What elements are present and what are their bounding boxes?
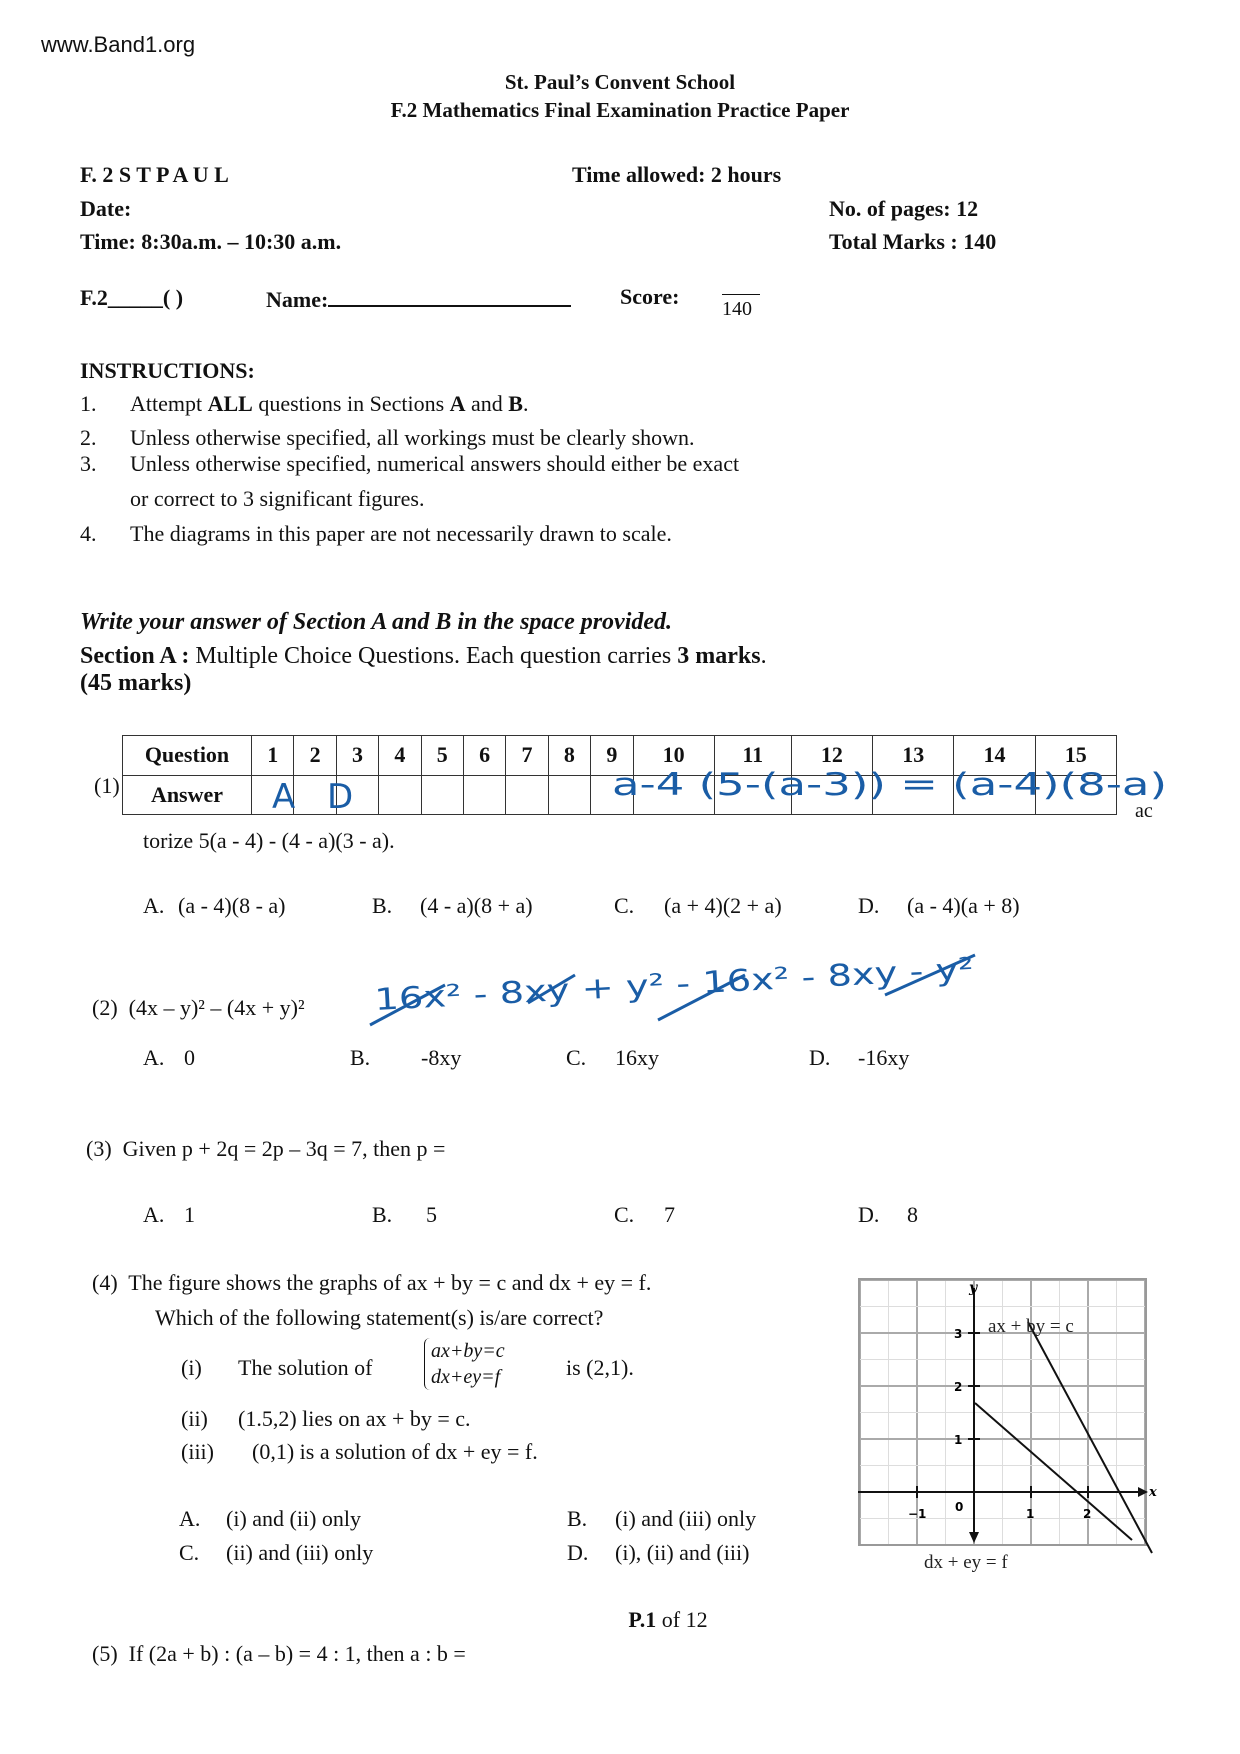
answer-table (122, 735, 1117, 815)
date-label: Date: (80, 196, 132, 221)
instruction-4: The diagrams in this paper are not necessarily drawn to scale. (130, 521, 672, 546)
option-text[interactable]: (a + 4)(2 + a) (664, 893, 782, 918)
question-2: (2) (4x – y)² – (4x + y)² (92, 995, 305, 1020)
instruction-num: 3. (80, 451, 97, 476)
option-letter: C. (179, 1540, 200, 1565)
option-letter: C. (614, 893, 635, 918)
question-number-cell: 10 (633, 736, 714, 776)
x-tick-label: 2 (1083, 1507, 1092, 1521)
question-number-cell: 4 (379, 736, 421, 776)
page-number: P.1 of 12 (628, 1607, 708, 1632)
question-1-overflow: ac (1135, 800, 1153, 822)
answer-cell[interactable] (954, 775, 1035, 815)
score-line (722, 294, 760, 295)
question-1-stem: torize 5(a - 4) - (4 - a)(3 - a). (143, 828, 395, 853)
write-note: Write your answer of Section A and B in the space provided. (80, 609, 673, 635)
question-number-cell: 7 (506, 736, 548, 776)
x-tick-label: −1 (908, 1507, 927, 1521)
question-number-cell: 8 (548, 736, 590, 776)
option-letter: D. (858, 893, 880, 918)
strike-marks (370, 955, 975, 1025)
option-text[interactable]: (i) and (iii) only (615, 1506, 757, 1531)
section-a-heading: Section A : Multiple Choice Questions. Each question carries 3 marks. (80, 643, 767, 669)
question-number-cell: 13 (873, 736, 954, 776)
option-text[interactable]: (4 - a)(8 + a) (420, 893, 533, 918)
instruction-3: Unless otherwise specified, numerical answers should either be exact (130, 451, 740, 476)
option-letter: A. (143, 1202, 165, 1227)
site-watermark: www.Band1.org (41, 32, 196, 57)
option-text[interactable]: 1 (184, 1202, 195, 1227)
answer-cell[interactable] (873, 775, 954, 815)
answer-cell[interactable] (714, 775, 791, 815)
question-number-cell: 6 (463, 736, 505, 776)
question-3: (3) Given p + 2q = 2p – 3q = 7, then p = (86, 1136, 446, 1161)
option-letter: A. (143, 1045, 165, 1070)
question-4-stem2: Which of the following statement(s) is/are correct? (155, 1305, 604, 1330)
statement-i-text: The solution of (238, 1355, 373, 1380)
instruction-3-cont: or correct to 3 significant figures. (130, 486, 425, 511)
option-letter: B. (567, 1506, 588, 1531)
instruction-num: 1. (80, 391, 97, 416)
option-letter: C. (614, 1202, 635, 1227)
instruction-num: 2. (80, 425, 97, 450)
question-1-number: (1) (94, 773, 120, 798)
y-tick-label: 1 (954, 1433, 963, 1447)
option-text[interactable]: 0 (184, 1045, 195, 1070)
option-letter: D. (567, 1540, 589, 1565)
option-text[interactable]: (ii) and (iii) only (226, 1540, 374, 1565)
instructions-heading: INSTRUCTIONS: (80, 358, 255, 383)
class-code: F. 2 S T P A U L (80, 162, 229, 187)
question-number-cell: 9 (591, 736, 633, 776)
option-text[interactable]: 5 (426, 1202, 437, 1227)
line1-label: ax + by = c (988, 1316, 1074, 1337)
option-text[interactable]: 16xy (615, 1045, 659, 1070)
option-text[interactable]: -8xy (421, 1045, 462, 1070)
statement-i-result: is (2,1). (566, 1355, 634, 1380)
y-axis-label: y (969, 1280, 978, 1296)
answer-cell[interactable] (506, 775, 548, 815)
question-number-cell: 11 (714, 736, 791, 776)
question-number-cell: 14 (954, 736, 1035, 776)
option-letter: C. (566, 1045, 587, 1070)
answer-cell[interactable] (336, 775, 378, 815)
question-number-cell: 3 (336, 736, 378, 776)
question-row-label: Question (123, 736, 252, 776)
question-number-cell: 1 (252, 736, 294, 776)
paper-title: F.2 Mathematics Final Examination Practice Paper (390, 98, 850, 122)
page-count: No. of pages: 12 (829, 196, 979, 221)
score-label: Score: (620, 284, 680, 309)
answer-cell[interactable] (294, 775, 336, 815)
option-text[interactable]: (i) and (ii) only (226, 1506, 362, 1531)
instruction-num: 4. (80, 521, 97, 546)
handwritten-q1-working: a-4 (5-(a-3)) = (a-4)(8-a) (612, 767, 1167, 803)
y-axis-arrow-icon (969, 1532, 979, 1543)
answer-cell[interactable] (633, 775, 714, 815)
y-tick-label: 3 (954, 1327, 963, 1341)
option-letter: A. (179, 1506, 201, 1531)
score-denominator: 140 (722, 298, 752, 320)
question-number-cell: 5 (421, 736, 463, 776)
question-5: (5) If (2a + b) : (a – b) = 4 : 1, then a : b = (92, 1641, 466, 1666)
question-number-cell: 12 (791, 736, 872, 776)
y-tick-label: 2 (954, 1380, 963, 1394)
option-text[interactable]: (a - 4)(8 - a) (178, 893, 286, 918)
exam-time: Time: 8:30a.m. – 10:30 a.m. (80, 229, 342, 254)
class-field[interactable]: F.2_____( ) (80, 285, 184, 310)
section-a-total: (45 marks) (80, 670, 192, 696)
answer-row-label: Answer (123, 775, 252, 815)
statement-ii-num: (ii) (181, 1406, 208, 1431)
option-letter: D. (809, 1045, 831, 1070)
answer-cell[interactable] (791, 775, 872, 815)
answer-cell[interactable] (252, 775, 294, 815)
handwritten-answer-1: A (272, 777, 296, 817)
answer-cell[interactable] (591, 775, 633, 815)
statement-i-num: (i) (181, 1355, 202, 1380)
option-letter: A. (143, 893, 165, 918)
option-letter: D. (858, 1202, 880, 1227)
instruction-1: Attempt ALL questions in Sections A and B. (130, 391, 529, 416)
school-name: St. Paul’s Convent School (504, 70, 736, 94)
x-tick-label: 1 (1026, 1507, 1035, 1521)
statement-ii-text: (1.5,2) lies on ax + by = c. (238, 1406, 471, 1431)
answer-cell[interactable] (463, 775, 505, 815)
answer-cell[interactable] (421, 775, 463, 815)
option-text[interactable]: (i), (ii) and (iii) (615, 1540, 750, 1565)
line2-label: dx + ey = f (924, 1552, 1008, 1573)
option-letter: B. (350, 1045, 371, 1070)
option-text[interactable]: (a - 4)(a + 8) (907, 893, 1020, 918)
option-letter: B. (372, 893, 393, 918)
graph-figure (858, 1278, 1158, 1578)
question-number-cell: 15 (1035, 736, 1116, 776)
question-number-cell: 2 (294, 736, 336, 776)
x-axis-label: x (1149, 1485, 1157, 1500)
option-text[interactable]: -16xy (858, 1045, 910, 1070)
instruction-2: Unless otherwise specified, all workings must be clearly shown. (130, 425, 695, 450)
statement-iii-num: (iii) (181, 1439, 214, 1464)
statement-iii-text: (0,1) is a solution of dx + ey = f. (252, 1439, 538, 1464)
option-text[interactable]: 7 (664, 1202, 675, 1227)
answer-cell[interactable] (379, 775, 421, 815)
answer-cell[interactable] (548, 775, 590, 815)
name-field[interactable] (266, 285, 571, 313)
time-allowed: Time allowed: 2 hours (572, 162, 782, 187)
option-text[interactable]: 8 (907, 1202, 918, 1227)
name-label: Name: (266, 287, 329, 312)
origin-label: 0 (955, 1500, 964, 1514)
option-letter: B. (372, 1202, 393, 1227)
answer-cell[interactable] (1035, 775, 1116, 815)
question-4: (4) The figure shows the graphs of ax + by = c and dx + ey = f. (92, 1270, 652, 1295)
equation-system: ax+by=c dx+ey=f (424, 1338, 505, 1390)
handwritten-q2-working: 16x² - 8xy + y² - 16x² - 8xy - y² (373, 958, 844, 1018)
total-marks: Total Marks : 140 (829, 229, 997, 254)
handwritten-answer-2: D (327, 777, 354, 817)
